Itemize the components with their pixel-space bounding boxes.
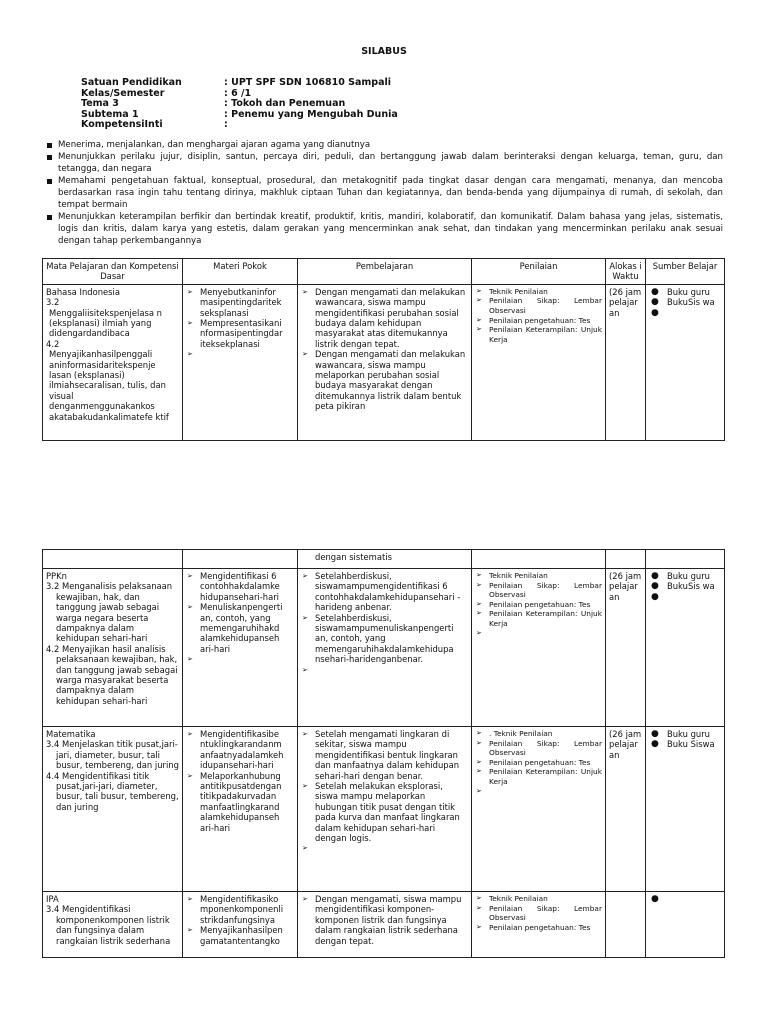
list-item: ● BukuSis wa: [649, 297, 721, 307]
info-value: :: [224, 119, 228, 130]
kd-text: 4.4 Mengidentifikasi titik pusat,jari-jari, diameter, busur, tali busur, tembereng, dan juring: [46, 770, 179, 812]
pembelajaran-cell: [298, 892, 472, 958]
list-item: ➢ Setelah mengamati lingkaran di sekitar, siswa mampu mengidentifikasi bentuk lingkaran dan manfaatnya dalam kehidupan sehari-hari dengan benar.: [301, 729, 468, 781]
table-row: [43, 892, 725, 958]
list-item: ➢ Mengidentifikasiko mponenkomponenli strikdanfungsinya: [186, 894, 294, 925]
info-label: Tema 3: [81, 98, 119, 109]
continuation-text: dengan sistematis: [315, 552, 392, 562]
list-item: ➢ Penilaian Sikap: Lembar Observasi: [475, 904, 602, 923]
list-item: ➢ Dengan mengamati dan melakukan wawancara, siswa mampu mengidentifikasi perubahan sosial budaya dalam kehidupan masyarakat atas ditemukannya listrik dengan tepat.: [301, 287, 468, 349]
header-materi: Materi Pokok: [183, 259, 298, 285]
kd-text: Menyajikanhasilpenggali aninformasidaritekspenje lasan (eksplanasi) ilmiahsecaralisan, tulis, dan visual denganmenggunakankos akatabakudankalimatefe ktif: [49, 349, 169, 422]
sumber-cell: [646, 284, 725, 440]
sumber-cell: [646, 892, 725, 958]
empty-cell: [43, 550, 183, 569]
header-alokasi: Alokas i Waktu: [606, 259, 646, 285]
list-item: ➢ Mengidentifikasi 6 contohhakdalamke hidupansehari-hari: [186, 571, 294, 602]
list-item: ➢ Mempresentasikani nformasipentingdar iteksekplanasi: [186, 318, 294, 349]
list-item: ➢ Penilaian pengetahuan: Tes: [475, 600, 602, 610]
list-item: ● Buku guru: [649, 729, 721, 739]
table-row: [43, 284, 725, 440]
info-value: : Penemu yang Mengubah Dunia: [224, 108, 398, 120]
materi-cell: [183, 727, 298, 892]
subject-title: PPKn: [46, 571, 67, 581]
competency-item: Memahami pengetahuan faktual, konseptual, prosedural, dan metakognitif pada tingkat dasar dengan cara mengamati, menanya, dan mencoba berdasarkan rasa ingin tahu tentang dirinya, makhluk ciptaan Tuhan dan kegiatannya, dan benda-benda yang dijumpainya di rumah, di sekolah, dan tempat bermain: [45, 175, 723, 211]
empty-cell: [646, 550, 725, 569]
kd-number: 4.2: [46, 338, 60, 349]
list-item: ➢ Teknik Penilaian: [475, 571, 602, 581]
syllabus-table: [42, 258, 725, 441]
subject-title: Matematika: [46, 729, 96, 739]
empty-cell: [606, 550, 646, 569]
list-item: ➢ Penilaian Sikap: Lembar Observasi: [475, 739, 602, 758]
materi-cell: [183, 284, 298, 440]
subject-cell: [43, 284, 183, 440]
list-item: ● BukuSis wa: [649, 581, 721, 591]
alokasi-cell: (26 jam pelajar an: [606, 727, 646, 892]
pembelajaran-cell: [298, 727, 472, 892]
list-item: ➢ Penilaian Sikap: Lembar Observasi: [475, 296, 602, 315]
list-item: ➢ Penilaian Sikap: Lembar Observasi: [475, 581, 602, 600]
page-title: SILABUS: [361, 46, 407, 57]
list-item: ➢ Teknik Penilaian: [475, 287, 602, 297]
list-item: ➢ Penilaian Keterampilan: Unjuk Kerja: [475, 767, 602, 786]
list-item: ➢ Dengan mengamati, siswa mampu mengidentifikasi komponen-komponen listrik dan fungsinya dalam rangkaian listrik sederhana dengan tepat.: [301, 894, 468, 946]
list-item: ➢ Mengidentifikasibe ntuklingkarandanm anfaatnyadalamkeh idupansehari-hari: [186, 729, 294, 771]
school-info: [81, 78, 398, 131]
table-header-row: [43, 259, 725, 285]
list-item: ● Buku Siswa: [649, 739, 721, 749]
header-sumber: Sumber Belajar: [646, 259, 725, 285]
info-value: : 6 /1: [224, 87, 252, 99]
syllabus-table-continued: [42, 549, 725, 958]
list-item: ● Buku guru: [649, 571, 721, 581]
alokasi-cell: [606, 892, 646, 958]
sumber-cell: [646, 727, 725, 892]
table-row: [43, 727, 725, 892]
list-item: ➢ Dengan mengamati dan melakukan wawancara, siswa mampu melaporkan perubahan sosial budaya masyarakat dengan ditemukannya listrik dalam bentuk peta pikiran: [301, 349, 468, 411]
list-item: ➢ Menyebutkaninfor masipentingdaritek seksplanasi: [186, 287, 294, 318]
competency-item: Menunjukkan perilaku jujur, disiplin, santun, percaya diri, peduli, dan bertanggung jawab dalam berinteraksi dengan keluarga, teman, guru, dan tetangga, dan negara: [45, 151, 723, 175]
list-item: ➢ Penilaian pengetahuan: Tes: [475, 923, 602, 933]
list-item: ➢ Setelah melakukan eksplorasi, siswa mampu melaporkan hubungan titik pusat dengan titik pada kurva dan manfaat lingkaran dalam kehidupan sehari-hari dengan logis.: [301, 781, 468, 843]
info-value: : Tokoh dan Penemuan: [224, 98, 346, 109]
kd-text: 3.4 Menjelaskan titik pusat,jari-jari, diameter, busur, tali busur, tembereng, dan juring: [46, 739, 179, 771]
info-label: Satuan Pendidikan: [81, 77, 182, 88]
sumber-cell: [646, 569, 725, 727]
penilaian-cell: [472, 284, 606, 440]
empty-cell: [472, 550, 606, 569]
subject-cell: [43, 892, 183, 958]
pembelajaran-cell: [298, 284, 472, 440]
header-penilaian: Penilaian: [472, 259, 606, 285]
info-value: : UPT SPF SDN 106810 Sampali: [224, 77, 392, 88]
pembelajaran-cell: [298, 550, 472, 569]
list-item: ➢ Menuliskanpengerti an, contoh, yang memengaruhihakd alamkehidupanseh ari-hari: [186, 602, 294, 654]
kd-text: 3.4 Mengidentifikasi komponenkomponen listrik dan fungsinya dalam rangkaian listrik sederhana: [46, 904, 171, 946]
header-subject: Mata Pelajaran dan Kompetensi Dasar: [43, 259, 183, 285]
list-item: ➢ Melaporkanhubung antitikpusatdengan titikpadakurvadan manfaatlingkarand alamkehidupanseh ari-hari: [186, 771, 294, 833]
subject-cell: [43, 727, 183, 892]
penilaian-cell: [472, 727, 606, 892]
list-item: ➢ Menyajikanhasilpen gamatantentangko: [186, 925, 294, 946]
info-label: Kelas/Semester: [81, 87, 165, 99]
list-item: ➢ Penilaian pengetahuan: Tes: [475, 758, 602, 768]
competency-item: Menunjukkan keterampilan berfikir dan bertindak kreatif, produktif, kritis, mandiri, kolaboratif, dan komunikatif. Dalam bahasa yang jelas, sistematis, logis dan kritis, dalam karya yang estetis, dalam gerakan yang mencerminkan anak sehat, dan tindakan yang mencerminkan perilaku anak sesuai dengan tahap perkembangannya: [45, 211, 723, 247]
core-competency-list: [45, 139, 723, 247]
pembelajaran-cell: [298, 569, 472, 727]
header-pembelajaran: Pembelajaran: [298, 259, 472, 285]
list-item: ➢ Setelahberdiskusi, siswamampumengidentifikasi 6 contohhakdalamkehidupansehari -harideng anbenar.: [301, 571, 468, 613]
info-label: KompetensiInti: [81, 119, 163, 130]
list-item: ➢ Penilaian pengetahuan: Tes: [475, 316, 602, 326]
alokasi-cell: (26 jam pelajar an: [606, 284, 646, 440]
kd-text: Menggaliisitekspenjelasa n (eksplanasi) ilmiah yang didengardandibaca: [49, 307, 162, 339]
materi-cell: [183, 569, 298, 727]
subject-cell: [43, 569, 183, 727]
kd-number: 3.2: [46, 297, 60, 308]
list-item: ➢ Setelahberdiskusi, siswamampumenuliskanpengerti an, contoh, yang memengaruhihakdalamkehidupa nsehari-haridenganbenar.: [301, 613, 468, 665]
penilaian-cell: [472, 892, 606, 958]
list-item: ➢ Penilaian Keterampilan: Unjuk Kerja: [475, 325, 602, 344]
info-row: [81, 120, 398, 131]
subject-title: Bahasa Indonesia: [46, 286, 120, 297]
list-item: ➢ Penilaian Keterampilan: Unjuk Kerja: [475, 609, 602, 628]
table-row: [43, 550, 725, 569]
materi-cell: [183, 892, 298, 958]
empty-cell: [183, 550, 298, 569]
alokasi-cell: (26 jam pelajar an: [606, 569, 646, 727]
list-item: ● Buku guru: [649, 287, 721, 297]
table-row: [43, 569, 725, 727]
info-label: Subtema 1: [81, 108, 139, 120]
kd-text: 3.2 Menganalisis pelaksanaan kewajiban, hak, dan tanggung jawab sebagai warga negara beserta dampaknya dalam kehidupan sehari-hari: [46, 581, 173, 644]
kd-text: 4.2 Menyajikan hasil analisis pelaksanaan kewajiban, hak, dan tanggung jawab sebagai warga masyarakat beserta dampaknya dalam kehidupan sehari-hari: [46, 643, 178, 706]
list-item: ➢ . Teknik Penilaian: [475, 729, 602, 739]
subject-title: IPA: [46, 894, 59, 904]
competency-item: Menerima, menjalankan, dan menghargai ajaran agama yang dianutnya: [45, 139, 723, 151]
list-item: ➢ Teknik Penilaian: [475, 894, 602, 904]
penilaian-cell: [472, 569, 606, 727]
